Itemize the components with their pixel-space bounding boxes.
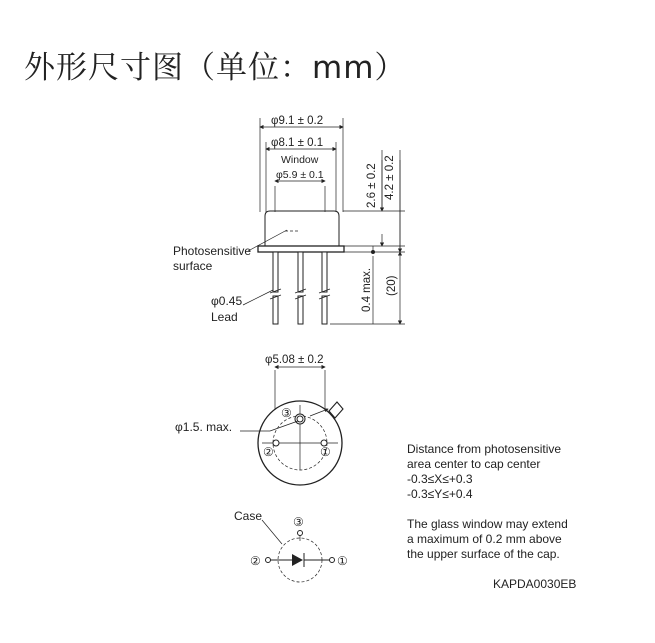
dim-cap-outer: φ9.1 ± 0.2: [271, 115, 324, 127]
bottom-view: [175, 354, 343, 485]
dim-tab: φ1.5. max.: [175, 420, 233, 434]
dim-lead-length: (20): [386, 275, 398, 296]
schem-pin1-label: ①: [337, 554, 348, 568]
dim-height-cap: 2.6 ± 0.2: [366, 163, 378, 208]
photosensitive-label-1: Photosensitive: [173, 244, 252, 258]
photosensitive-label-2: surface: [173, 259, 213, 273]
dim-height-total: 4.2 ± 0.2: [384, 155, 396, 200]
flange: [258, 246, 344, 252]
drawing-code: KAPDA0030EB: [493, 577, 577, 591]
offset-note-4: -0.3≤Y≤+0.4: [407, 487, 473, 501]
schematic: [234, 509, 348, 582]
pin-2-hole: [273, 440, 279, 446]
cap-body: [265, 211, 339, 246]
bottom-pin3-label: ③: [281, 406, 292, 420]
lead-left: [273, 252, 278, 292]
glass-note-2: a maximum of 0.2 mm above: [407, 532, 562, 546]
offset-note-3: -0.3≤X≤+0.3: [407, 472, 473, 486]
glass-note-1: The glass window may extend: [407, 517, 568, 531]
offset-note-1: Distance from photosensitive: [407, 442, 562, 456]
lead-dim: φ0.45: [211, 294, 243, 308]
lead-center: [298, 252, 303, 292]
dim-pitch: φ5.08 ± 0.2: [265, 354, 324, 366]
schem-pin3-label: ③: [293, 515, 304, 529]
side-view: [173, 115, 405, 324]
lead-label: Lead: [211, 310, 238, 324]
glass-note-3: the upper surface of the cap.: [407, 547, 560, 561]
lead-right: [322, 252, 327, 292]
dim-surface: 0.4 max.: [361, 267, 373, 312]
page-title: 外形尺寸图（单位：mm）: [24, 50, 407, 86]
bottom-pin1-label: ①: [320, 445, 331, 459]
dim-window: φ5.9 ± 0.1: [276, 169, 324, 181]
window-label: Window: [281, 154, 319, 166]
dim-cap-inner: φ8.1 ± 0.1: [271, 137, 324, 149]
bottom-pin2-label: ②: [263, 445, 274, 459]
offset-note-2: area center to cap center: [407, 457, 541, 471]
schem-pin2-label: ②: [250, 554, 261, 568]
notes: [407, 442, 576, 591]
case-label: Case: [234, 509, 263, 523]
diode-symbol: [292, 554, 303, 566]
